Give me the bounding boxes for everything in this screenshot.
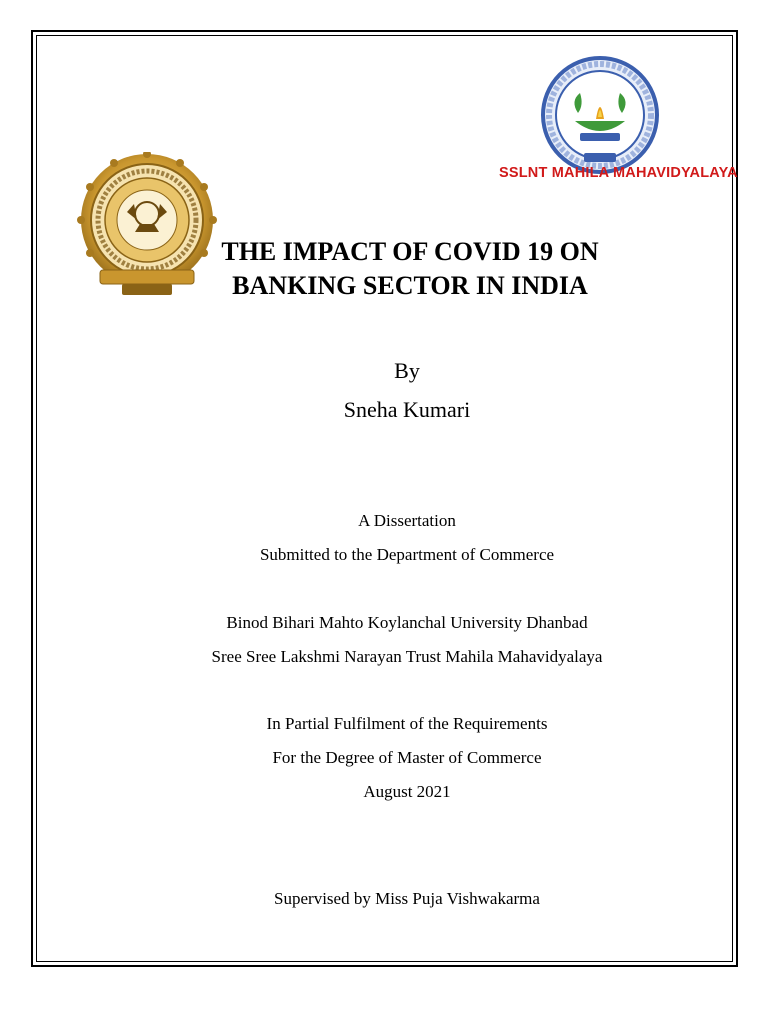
author-name: Sneha Kumari [343, 397, 471, 422]
title-line-1: THE IMPACT OF COVID 19 ON [221, 237, 599, 266]
by-label: By [394, 358, 420, 383]
college-name: SSLNT MAHILA MAHAVIDYALAYA [499, 165, 738, 181]
title-line-2: BANKING SECTOR IN INDIA [232, 271, 588, 300]
college-line: Sree Sree Lakshmi Narayan Trust Mahila Mahavidyalaya [211, 647, 603, 666]
university-line: Binod Bihari Mahto Koylanchal University Dhanbad [226, 613, 588, 632]
date-line: August 2021 [363, 782, 451, 801]
dissertation-label: A Dissertation [358, 511, 456, 530]
department-line: Submitted to the Department of Commerce [259, 545, 555, 564]
college-emblem-icon [540, 55, 660, 175]
supervisor-line: Supervised by Miss Puja Vishwakarma [274, 889, 540, 908]
degree-line: For the Degree of Master of Commerce [272, 748, 542, 767]
fulfilment-line: In Partial Fulfilment of the Requirements [266, 714, 548, 733]
